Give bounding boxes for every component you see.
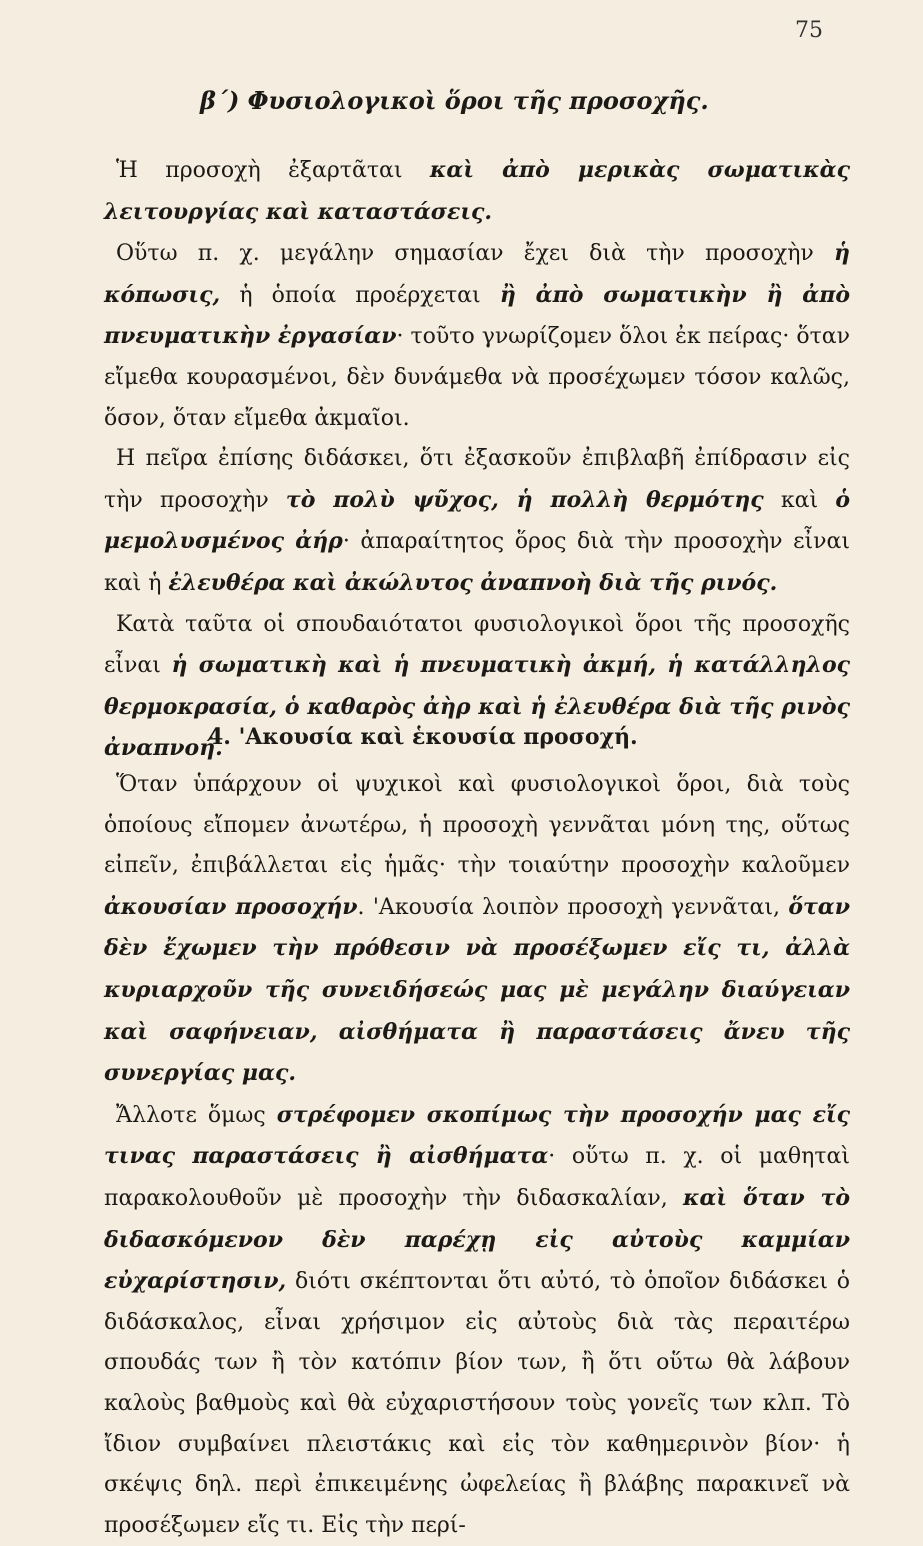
emphasized-text: ἡ σωματικὴ καὶ ἡ πνευματικὴ ἀκμή, ἡ κατάλληλος θερμοκρασία, ὁ καθαρὸς ἀὴρ καὶ ἡ ἐλευθέρα διὰ τῆς ρινὸς ἀναπνοή. — [104, 652, 851, 762]
body-text: · οὕτω π. χ. οἱ μαθηταὶ παρακολουθοῦν μὲ προσοχὴν τὴν διδασκαλίαν, — [104, 1144, 850, 1211]
paragraph-3 — [104, 439, 850, 604]
body-text: · τοῦτο γνωρίζομεν ὅλοι ἐκ πείρας· ὅταν εἴμεθα κουρασμένοι, δὲν δυνάμεθα νὰ προσέχωμεν τόσον καλῶς, ὅσον, ὅταν εἴμεθα ἀκμαῖοι. — [104, 324, 850, 431]
page-number: 75 — [795, 18, 823, 43]
emphasized-text: ὁ μεμολυσμένος ἀήρ — [104, 486, 851, 555]
paragraph-5 — [104, 765, 850, 1095]
body-text: Ἄλλοτε ὅμως — [116, 1102, 277, 1128]
emphasized-text: καὶ ἀπὸ μερικὰς σωματικὰς λειτουργίας καὶ καταστάσεις. — [104, 157, 850, 225]
section-heading: β΄) Φυσιολογικοὶ ὅροι τῆς προσοχῆς. — [200, 86, 709, 115]
emphasized-text: καὶ ὅταν τὸ διδασκόμενον δὲν παρέχῃ εἰς αὐτοὺς καμμίαν εὐχαρίστησιν, — [104, 1184, 851, 1295]
emphasized-text: ἐλευθέρα καὶ ἀκώλυτος ἀναπνοὴ διὰ τῆς ρινός. — [168, 569, 778, 596]
text-block-attention — [104, 765, 850, 1546]
body-text: Ὅταν ὑπάρχουν οἱ ψυχικοὶ καὶ φυσιολογικοὶ ὅροι, διὰ τοὺς ὁποίους εἴπομεν ἀνωτέρω, ἡ προσοχὴ γεννᾶται μόνη της, οὕτως εἰπεῖν, ἐπιβάλλεται εἰς ἡμᾶς· τὴν τοιαύτην προσοχὴν καλοῦμεν — [104, 772, 850, 879]
body-text: ἡ ὁποία προέρχεται — [220, 282, 500, 308]
body-text: Η πεῖρα ἐπίσης διδάσκει, ὅτι ἐξασκοῦν ἐπιβλαβῆ ἐπίδρασιν εἰς τὴν προσοχὴν — [104, 446, 850, 513]
paragraph-1 — [104, 150, 850, 233]
body-text: διότι σκέπτονται ὅτι αὐτό, τὸ ὁποῖον διδάσκει ὁ διδάσκαλος, εἶναι χρήσιμον εἰς αὐτοὺς διὰ τὰς περαιτέρω σπουδάς των ἢ τὸν κατόπιν βίον των, ἢ ὅτι οὕτω θὰ λάβουν καλοὺς βαθμοὺς καὶ θὰ εὐχαριστήσουν τοὺς γονεῖς των κλπ. Τὸ ἴδιον συμβαίνει πλειστάκις καὶ εἰς τὸν καθημερινὸν βίον· ἡ σκέψις δηλ. περὶ ἐπικειμένης ὠφελείας ἢ βλάβης παρακινεῖ νὰ προσέξωμεν εἴς τι. Εἰς τὴν περί- — [104, 1269, 850, 1538]
body-text: · ἀπαραίτητος ὅρος διὰ τὴν προσοχὴν εἶναι καὶ ἡ — [104, 529, 850, 596]
emphasized-text: ὅταν δὲν ἔχωμεν τὴν πρόθεσιν νὰ προσέξωμεν εἴς τι, ἀλλὰ κυριαρχοῦν τῆς συνειδήσεώς μας μὲ μεγάλην διαύγειαν καὶ σαφήνειαν, αἰσθήματα ἢ παραστάσεις ἄνευ τῆς συνεργίας μας. — [104, 893, 850, 1087]
paragraph-6 — [104, 1095, 850, 1546]
subheading: 4. 'Ακουσία καὶ ἑκουσία προσοχή. — [208, 724, 638, 750]
emphasized-text: ἀκουσίαν προσοχήν — [104, 893, 358, 920]
body-text: καὶ — [763, 487, 836, 513]
text-block-physiological — [104, 150, 850, 770]
paragraph-2 — [104, 233, 850, 439]
body-text: . 'Ακουσία λοιπὸν προσοχὴ γεννᾶται, — [357, 894, 789, 920]
body-text: Κατὰ ταῦτα οἱ σπουδαιότατοι φυσιολογικοὶ ὅροι τῆς προσοχῆς εἶναι — [104, 611, 850, 679]
body-text: Οὕτω π. χ. μεγάλην σημασίαν ἔχει διὰ τὴν προσοχὴν — [116, 241, 834, 267]
emphasized-text: ἢ ἀπὸ σωματικὴν ἢ ἀπὸ πνευματικὴν ἐργασίαν — [104, 281, 851, 350]
emphasized-text: τὸ πολὺ ψῦχος, ἡ πολλὴ θερμότης — [285, 486, 764, 513]
body-text: Ἡ προσοχὴ ἐξαρτᾶται — [116, 158, 430, 183]
emphasized-text: ἡ κόπωσις, — [104, 240, 850, 308]
emphasized-text: στρέφομεν σκοπίμως τὴν προσοχήν μας εἴς τινας παραστάσεις ἢ αἰσθήματα — [104, 1101, 850, 1170]
